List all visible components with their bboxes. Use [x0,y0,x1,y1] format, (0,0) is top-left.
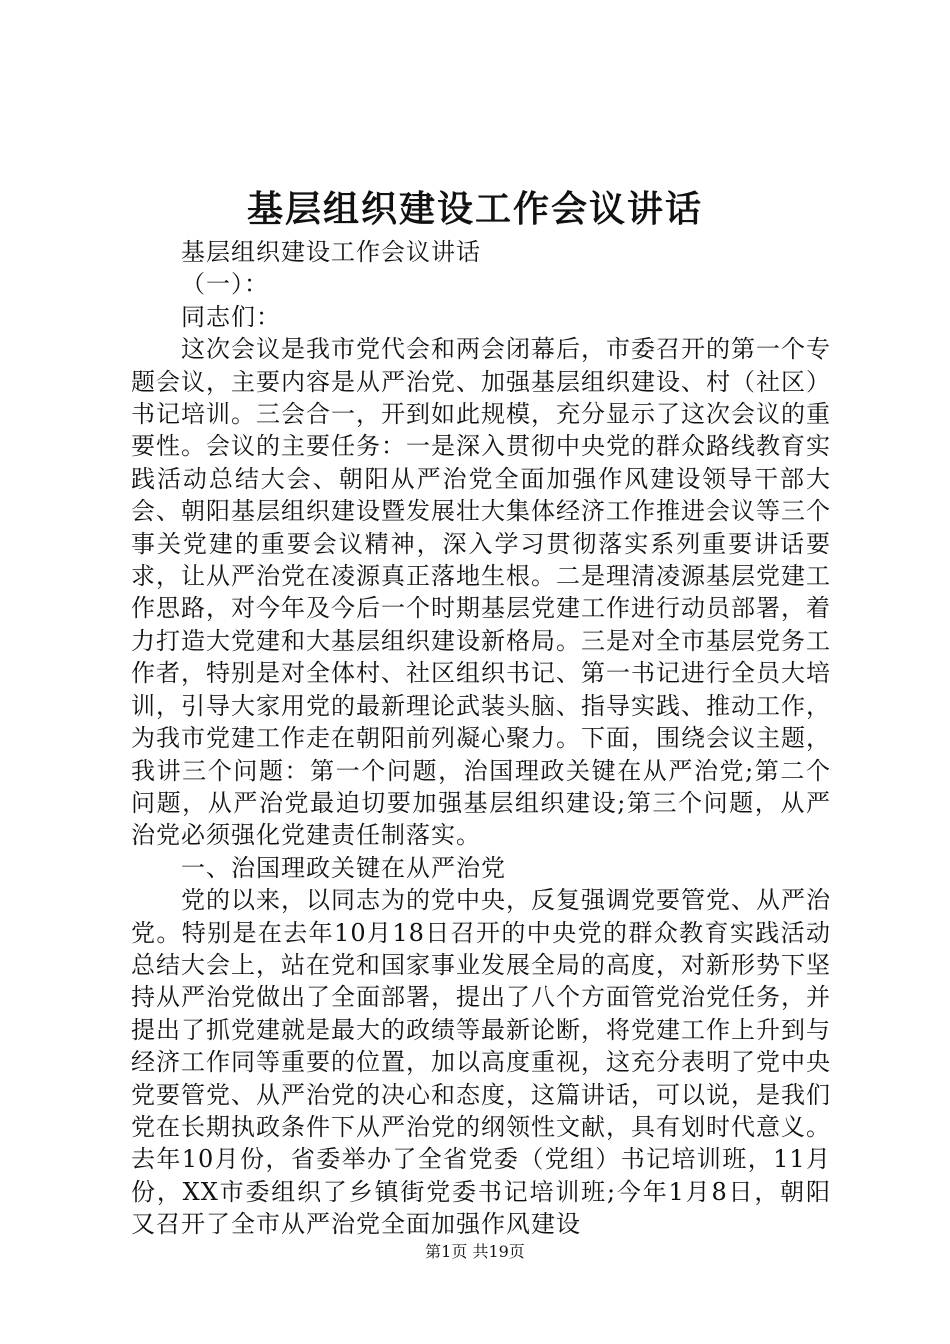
document-body [131,236,831,1241]
document-title: 基层组织建设工作会议讲话 [246,188,703,230]
paragraph-2: 党的以来，以同志为的党中央，反复强调党要管党、从严治党。特别是在去年10月18日召开的中央党的群众教育实践活动总结大会上，站在党和国家事业发展全局的高度，对新形势下坚持从严治党做出了全面部署，提出了八个方面管党治党任务，并提出了抓党建就是最大的政绩等最新论断，将党建工作上升到与经济工作同等重要的位置，加以高度重视，这充分表明了党中央党要管党、从严治党的决心和态度，这篇讲话，可以说，是我们党在长期执政条件下从严治党的纲领性文献，具有划时代意义。去年10月份，省委举办了全省党委（党组）书记培训班，11月份，XX市委组织了乡镇街党委书记培训班;今年1月8日，朝阳又召开了全市从严治党全面加强作风建设 [131,886,831,1239]
section-marker: （一）： [181,270,269,299]
section-heading-1: 一、治国理政关键在从严治党 [181,853,506,882]
subtitle-line: 基层组织建设工作会议讲话 [181,238,481,266]
salutation: 同志们： [181,302,281,331]
paragraph-1: 这次会议是我市党代会和两会闭幕后，市委召开的第一个专题会议，主要内容是从严治党、加强基层组织建设、村（社区）书记培训。三会合一，开到如此规模，充分显示了这次会议的重要性。会议的主要任务：一是深入贯彻中央党的群众路线教育实践活动总结大会、朝阳从严治党全面加强作风建设领导干部大会、朝阳基层组织建设暨发展壮大集体经济工作推进会议等三个事关党建的重要会议精神，深入学习贯彻落实系列重要讲话要求，让从严治党在凌源真正落地生根。二是理清凌源基层党建工作思路，对今年及今后一个时期基层党建工作进行动员部署，着力打造大党建和大基层组织建设新格局。三是对全市基层党务工作者，特别是对全体村、社区组织书记、第一书记进行全员大培训，引导大家用党的最新理论武装头脑、指导实践、推动工作，为我市党建工作走在朝阳前列凝心聚力。下面，围绕会议主题，我讲三个问题：第一个问题，治国理政关键在从严治党;第二个问题，从严治党最迫切要加强基层组织建设;第三个问题，从严治党必须强化党建责任制落实。 [131,335,831,850]
page-number-footer: 第1页 共19页 [425,1242,525,1261]
